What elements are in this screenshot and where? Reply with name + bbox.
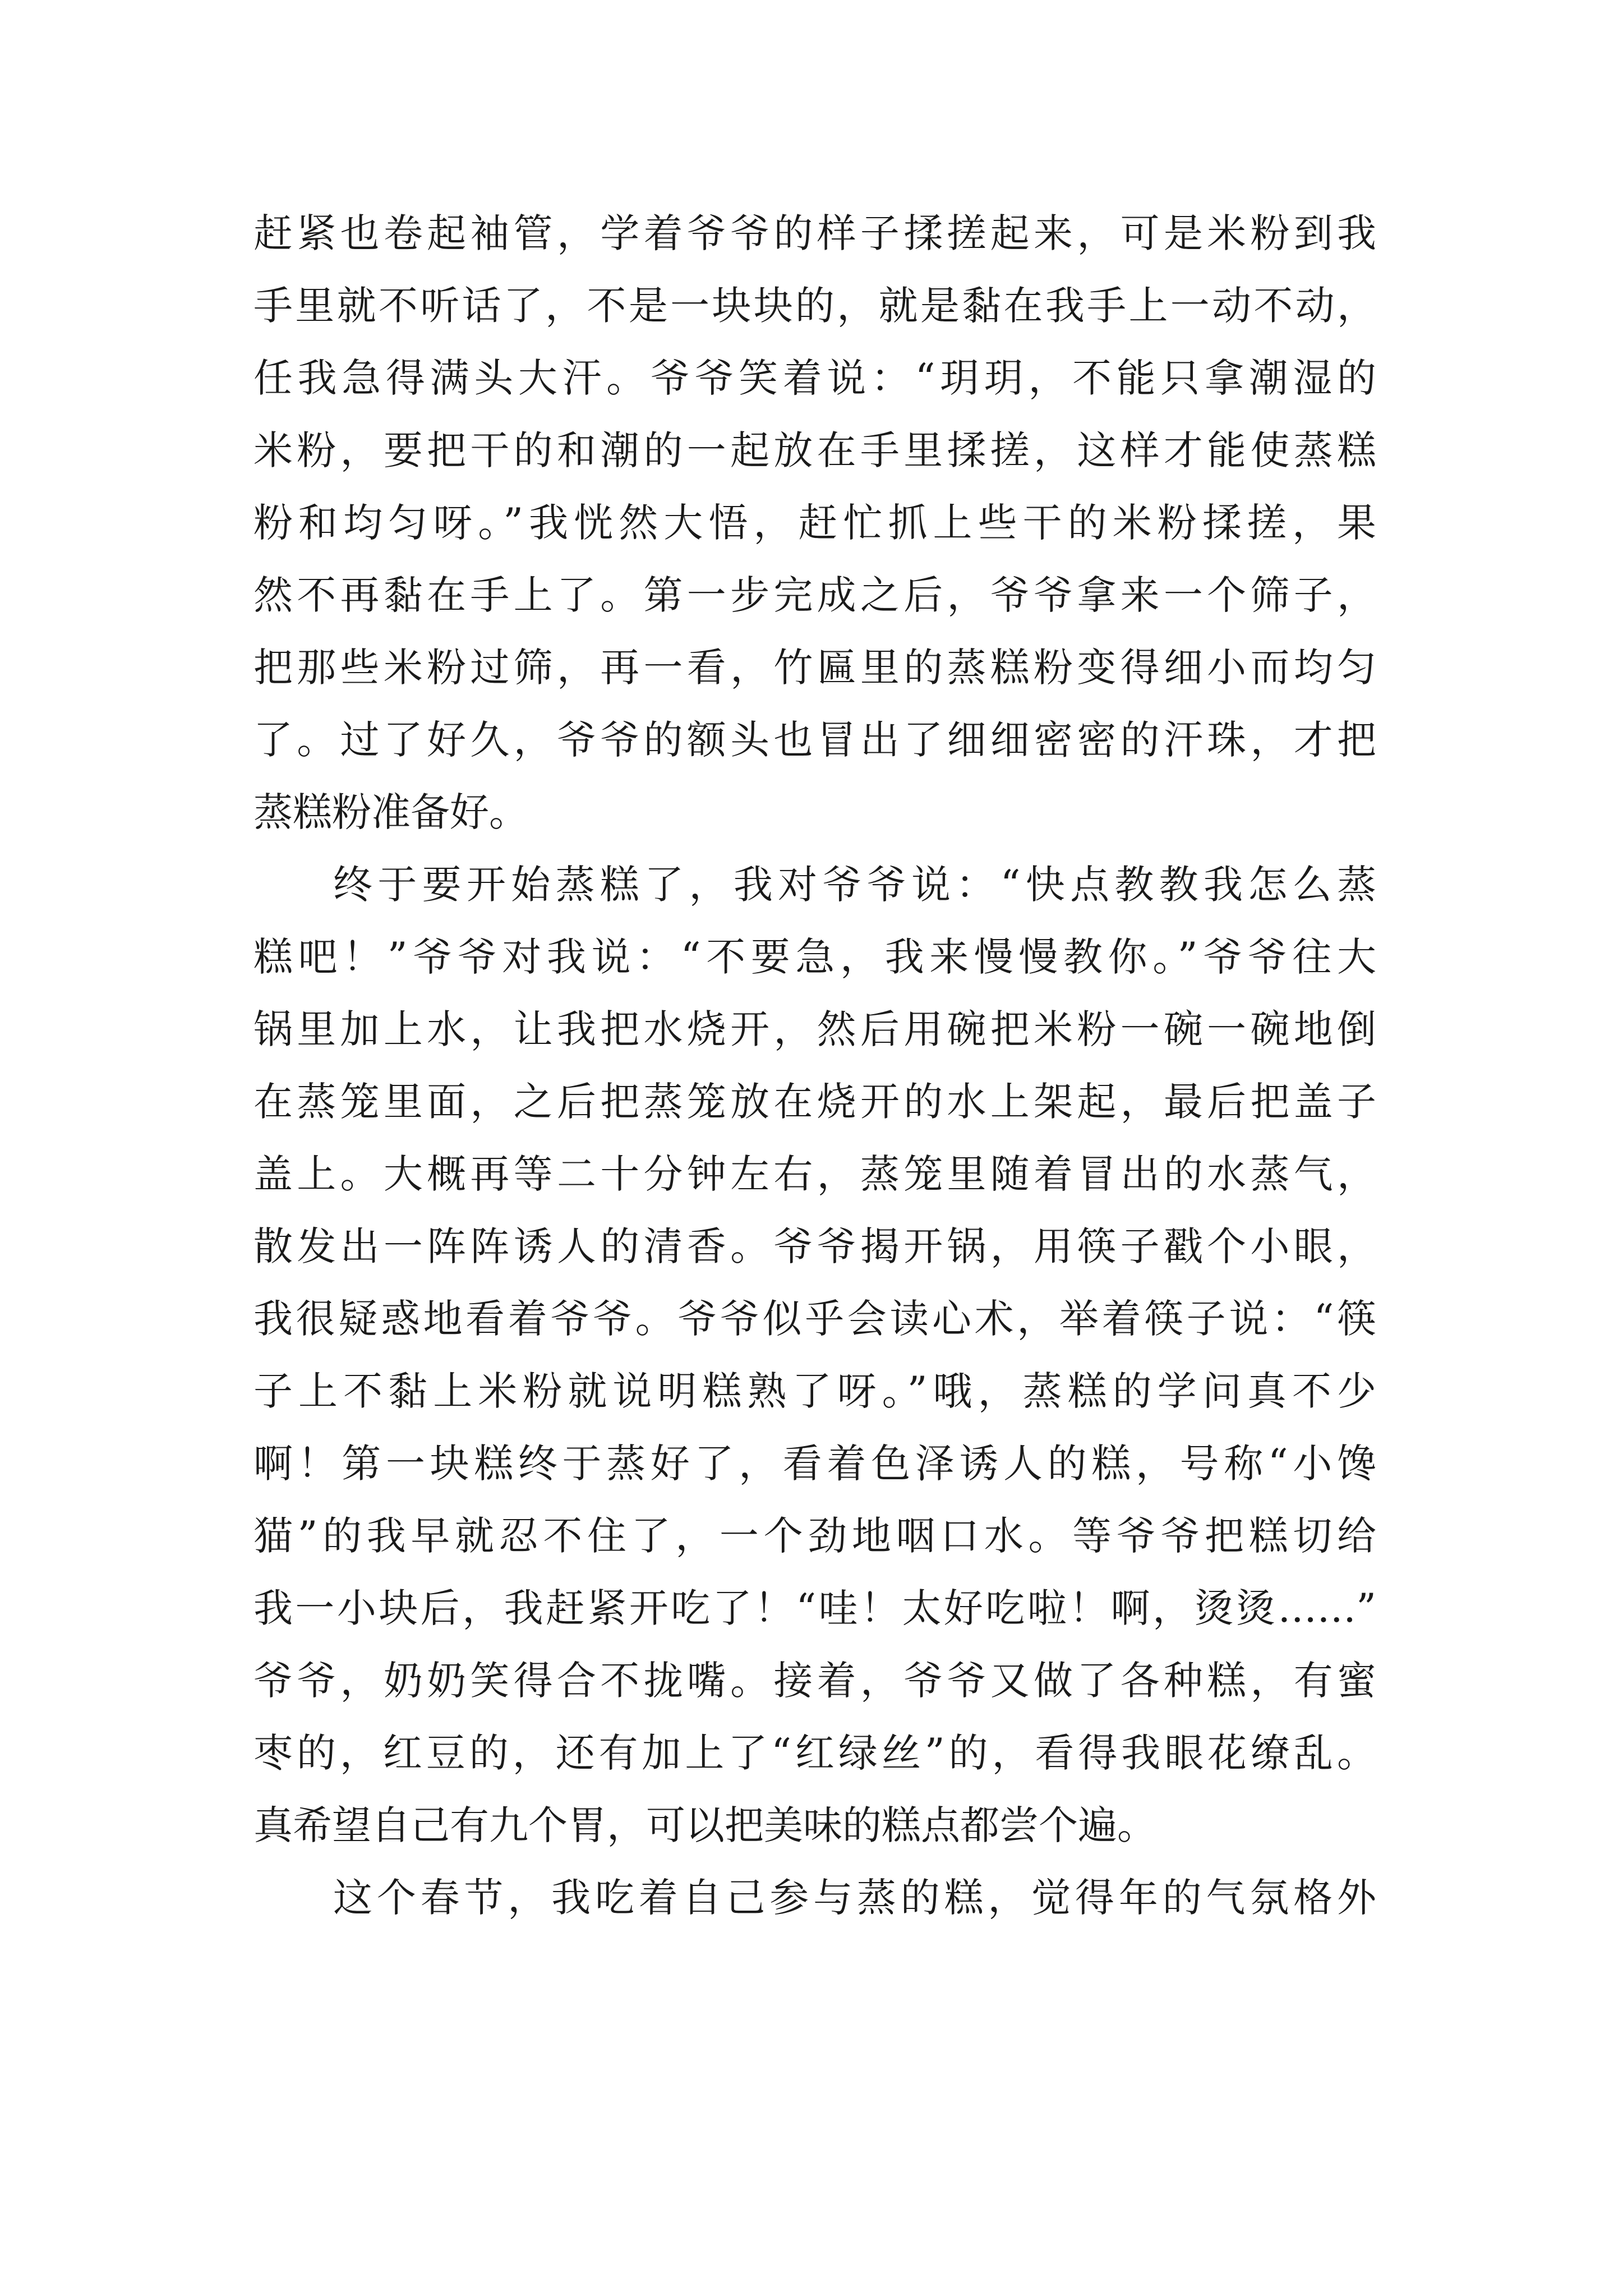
text-line: 赶紧也卷起袖管，学着爷爷的样子揉搓起来，可是米粉到我 — [253, 210, 1376, 256]
text-line: 散发出一阵阵诱人的清香。爷爷揭开锅，用筷子戳个小眼， — [253, 1223, 1376, 1269]
text-line: 糕吧！”爷爷对我说：“不要急，我来慢慢教你。”爷爷往大 — [253, 934, 1376, 980]
paragraph-end-line: 真希望自己有九个胃，可以把美味的糕点都尝个遍。 — [253, 1802, 1156, 1848]
text-line: 把那些米粉过筛，再一看，竹匾里的蒸糕粉变得细小而均匀 — [253, 645, 1376, 691]
text-line: 锅里加上水，让我把水烧开，然后用碗把米粉一碗一碗地倒 — [253, 1006, 1376, 1052]
paragraph-start-line: 这个春节，我吃着自己参与蒸的糕，觉得年的气氛格外 — [333, 1875, 1376, 1921]
text-line: 子上不黏上米粉就说明糕熟了呀。”哦，蒸糕的学问真不少 — [253, 1368, 1376, 1414]
text-line: 手里就不听话了，不是一块块的，就是黏在我手上一动不动， — [253, 283, 1376, 329]
text-line: 盖上。大概再等二十分钟左右，蒸笼里随着冒出的水蒸气， — [253, 1151, 1376, 1197]
text-line: 粉和均匀呀。”我恍然大悟，赶忙抓上些干的米粉揉搓，果 — [253, 500, 1376, 546]
text-line: 然不再黏在手上了。第一步完成之后，爷爷拿来一个筛子， — [253, 572, 1376, 618]
paragraph-start-line: 终于要开始蒸糕了，我对爷爷说：“快点教教我怎么蒸 — [333, 862, 1376, 908]
text-line: 枣的，红豆的，还有加上了“红绿丝”的，看得我眼花缭乱。 — [253, 1730, 1376, 1776]
text-line: 啊！第一块糕终于蒸好了，看着色泽诱人的糕，号称“小馋 — [253, 1441, 1376, 1487]
text-line: 猫”的我早就忍不住了，一个劲地咽口水。等爷爷把糕切给 — [253, 1513, 1376, 1559]
text-line: 在蒸笼里面，之后把蒸笼放在烧开的水上架起，最后把盖子 — [253, 1079, 1376, 1125]
text-line: 爷爷，奶奶笑得合不拢嘴。接着，爷爷又做了各种糕，有蜜 — [253, 1658, 1376, 1704]
text-line: 我很疑惑地看着爷爷。爷爷似乎会读心术，举着筷子说：“筷 — [253, 1296, 1376, 1342]
body-text — [253, 197, 1376, 1934]
text-line: 了。过了好久，爷爷的额头也冒出了细细密密的汗珠，才把 — [253, 717, 1376, 763]
text-line: 任我急得满头大汗。爷爷笑着说：“玥玥，不能只拿潮湿的 — [253, 355, 1376, 401]
text-line: 米粉，要把干的和潮的一起放在手里揉搓，这样才能使蒸糕 — [253, 427, 1376, 473]
text-line: 我一小块后，我赶紧开吃了！“哇！太好吃啦！啊，烫烫……” — [253, 1585, 1376, 1631]
paragraph-end-line: 蒸糕粉准备好。 — [253, 789, 528, 835]
